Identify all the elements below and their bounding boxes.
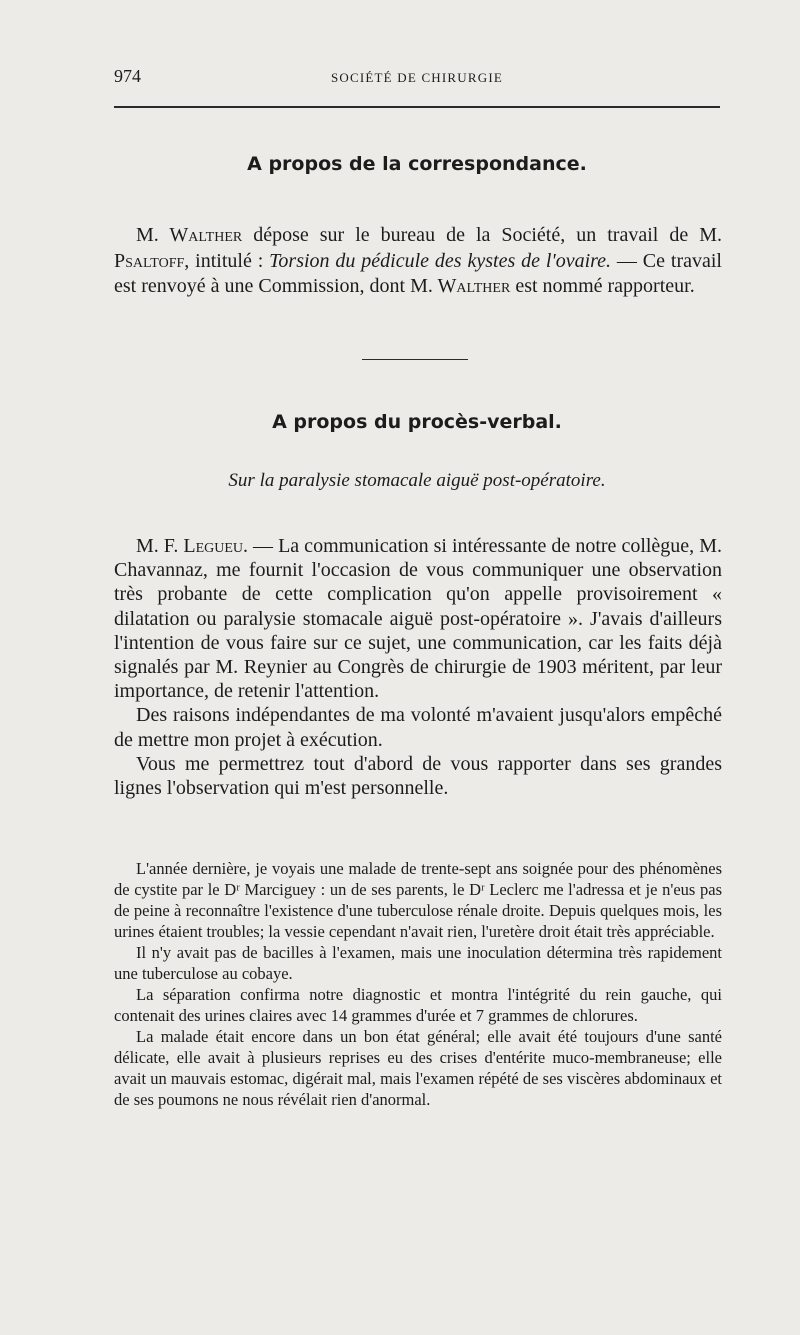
running-head: SOCIÉTÉ DE CHIRURGIE (330, 70, 504, 85)
observation-paragraph: L'année dernière, je voyais une malade de trente-sept ans soignée pour des phénomènes de cystite par le Dʳ Marciguey : un de ses parents, le Dʳ Leclerc me l'adressa et je n'eus pas de peine à reconnaître l'existence d'une tuberculose rénale droite. Depuis quelques mois, les urines étaient troubles; la vessie cependant n'avait rien, l'uretère droit était très appréciable. (114, 859, 722, 941)
section-title-correspondance: A propos de la correspondance. (247, 153, 587, 175)
section-subtitle: Sur la paralysie stomacale aiguë post-opératoire. (228, 470, 606, 491)
correspondance-paragraph: M. Walther dépose sur le bureau de la Société, un travail de M. Psaltoff, intitulé : Torsion du pédicule des kystes de l'ovaire. — Ce travail est renvoyé à une Commission, dont M. Walther est nommé rapporteur. (114, 224, 722, 297)
paragraph: Vous me permettrez tout d'abord de vous rapporter dans ses grandes lignes l'observation qui m'est personnelle. (114, 752, 722, 800)
observation-paragraph: Il n'y avait pas de bacilles à l'examen, mais une inoculation détermina très rapidement une tuberculose au cobaye. (114, 943, 722, 983)
correspondance-text (114, 223, 722, 300)
observation-paragraph: La séparation confirma notre diagnostic et montra l'intégrité du rein gauche, qui contenait des urines claires avec 14 grammes d'urée et 7 grammes de chlorures. (114, 985, 722, 1025)
page-header (114, 62, 720, 90)
header-rule (114, 106, 720, 108)
section-title-proces-verbal: A propos du procès-verbal. (272, 411, 562, 433)
paragraph: M. F. Legueu. — La communication si intéressante de notre collègue, M. Chavannaz, me fournit l'occasion de vous communiquer une observation très probante de cette complication qu'on appelle provisoirement « dilatation ou paralysie stomacale aiguë post-opératoire ». J'avais d'ailleurs l'intention de vous faire sur ce sujet, une communication, car les faits déjà signalés par M. Reynier au Congrès de chirurgie de 1903 méritent, par leur importance, de retenir l'attention. (114, 535, 722, 703)
observation-text (114, 858, 722, 1110)
paragraph: Des raisons indépendantes de ma volonté m'avaient jusqu'alors empêché de mettre mon projet à exécution. (114, 704, 722, 751)
section-separator (362, 359, 468, 360)
page-number: 974 (114, 66, 141, 86)
author-name: M. Walther (410, 275, 511, 297)
author-name: M. Psaltoff (114, 224, 722, 272)
observation-paragraph: La malade était encore dans un bon état général; elle avait été toujours d'une santé délicate, elle avait à plusieurs reprises eu des crises d'entérite muco-membraneuse; elle avait un mauvais estomac, digérait mal, mais l'examen répété de ses viscères abdominaux et de ses poumons ne nous révélait rien d'anormal. (114, 1027, 722, 1109)
work-title: Torsion du pédicule des kystes de l'ovaire. (269, 249, 612, 272)
author-name: M. Walther (136, 224, 243, 246)
proces-verbal-text (114, 534, 722, 800)
speaker-name: M. F. Legueu (136, 535, 244, 557)
